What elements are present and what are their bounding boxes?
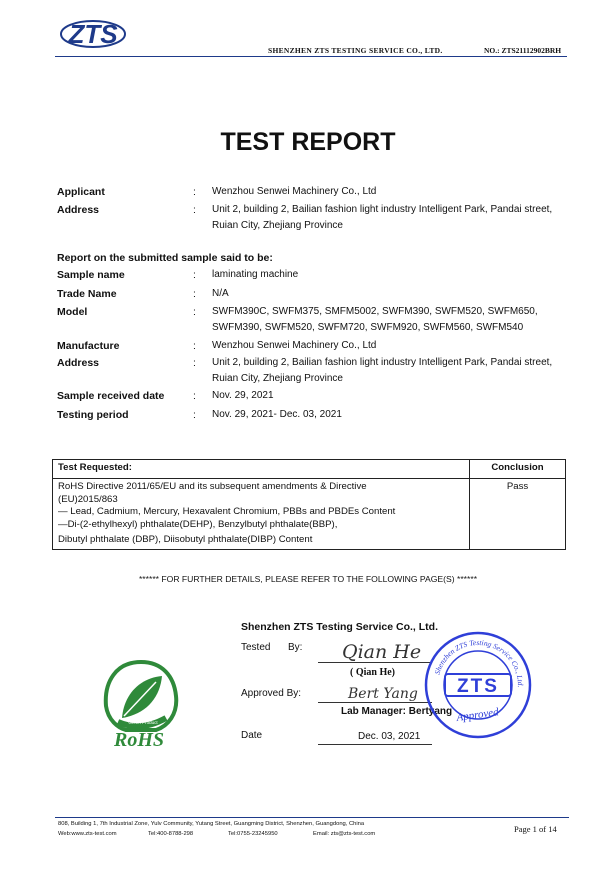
colon: :	[193, 186, 196, 198]
manufacture-address-label: Address	[57, 357, 100, 369]
colon: :	[193, 340, 196, 352]
footer-email[interactable]: Email: zts@zts-test.com	[313, 831, 376, 837]
footer-website[interactable]: Web:www.zts-test.com	[58, 831, 117, 837]
further-details-note: ****** FOR FURTHER DETAILS, PLEASE REFER TO THE FOLLOWING PAGE(S) ******	[138, 574, 478, 584]
approved-label: Approved By:	[241, 688, 302, 699]
manufacture-label: Manufacture	[57, 340, 120, 352]
approved-name: Lab Manager: Bertyang	[341, 706, 453, 717]
applicant-address-line2: Ruian City, Zhejiang Province	[212, 220, 343, 231]
stamp-center-text: ZTS	[457, 676, 499, 697]
requested-line: Dibutyl phthalate (DBP), Diisobutyl phthalate(DIBP) Content	[58, 534, 313, 545]
received-date-label: Sample received date	[57, 390, 165, 402]
requested-line: RoHS Directive 2011/65/EU and its subsequent amendments & Directive	[58, 481, 367, 492]
report-number: NO.: ZTS21112902BRH	[484, 46, 562, 55]
applicant-label: Applicant	[57, 186, 105, 198]
page-title: TEST REPORT	[220, 128, 396, 156]
trade-name-value: N/A	[212, 288, 229, 299]
date-value: Dec. 03, 2021	[358, 731, 421, 742]
signature-company: Shenzhen ZTS Testing Service Co., Ltd.	[241, 621, 438, 633]
footer-tel1: Tel:400-8788-298	[148, 831, 194, 837]
tested-label: Tested	[241, 642, 271, 653]
tested-signature-text: Qian He	[342, 641, 422, 663]
approved-signature-text: Bert Yang	[348, 686, 418, 702]
model-label: Model	[57, 306, 88, 318]
stamp-ring-text: Shenzhen ZTS Testing Service Co., Ltd.	[432, 637, 526, 688]
zts-logo	[58, 14, 128, 58]
col-conclusion: Conclusion	[470, 460, 566, 479]
sample-name-label: Sample name	[57, 269, 125, 281]
conclusion-cell: Pass	[470, 479, 566, 550]
tested-by-label: By:	[288, 642, 303, 653]
colon: :	[193, 269, 196, 281]
applicant-address-label: Address	[57, 204, 100, 216]
trade-name-label: Trade Name	[57, 288, 117, 300]
approved-signature-line	[318, 702, 432, 703]
manufacture-address-line2: Ruian City, Zhejiang Province	[212, 373, 343, 384]
manufacture-value: Wenzhou Senwei Machinery Co., Ltd	[212, 340, 377, 351]
requested-line: —Di-(2-ethylhexyl) phthalate(DEHP), Benzylbutyl phthalate(BBP),	[58, 518, 338, 530]
ribbon-text: Green Product	[128, 720, 158, 725]
manufacture-address-line1: Unit 2, building 2, Bailian fashion light industry Intelligent Park, Pandai street,	[212, 357, 553, 368]
footer-address: 808, Building 1, 7th Industrial Zone, Yulv Community, Yutang Street, Guangming District, Shenzhen, Guangdong, China	[58, 821, 365, 827]
requested-line: — Lead, Cadmium, Mercury, Hexavalent Chromium, PBBs and PBDEs Content	[58, 506, 396, 517]
model-line2: SWFM390, SWFM520, SWFM720, SWFM920, SWFM560, SWFM540	[212, 322, 524, 333]
tested-signature-line	[318, 662, 432, 663]
header-divider	[55, 56, 567, 57]
applicant-value: Wenzhou Senwei Machinery Co., Ltd	[212, 186, 377, 197]
footer-tel2: Tel:0755-23245950	[228, 831, 278, 837]
test-requested-cell	[53, 479, 470, 550]
rohs-text: RoHS	[113, 729, 165, 750]
tested-name: ( Qian He)	[350, 667, 395, 678]
test-requested-table	[52, 459, 566, 550]
sample-name-value: laminating machine	[212, 269, 299, 280]
colon: :	[193, 357, 196, 369]
testing-period-value: Nov. 29, 2021- Dec. 03, 2021	[212, 409, 342, 420]
model-line1: SWFM390C, SWFM375, SMFM5002, SWFM390, SWFM520, SWFM650,	[212, 306, 538, 317]
colon: :	[193, 306, 196, 318]
testing-period-label: Testing period	[57, 409, 129, 421]
stamp-bottom-text: Approved	[455, 706, 500, 724]
requested-line: (EU)2015/863	[58, 493, 118, 505]
col-test-requested: Test Requested:	[53, 460, 470, 479]
colon: :	[193, 409, 196, 421]
received-date-value: Nov. 29, 2021	[212, 390, 274, 401]
applicant-address-line1: Unit 2, building 2, Bailian fashion light industry Intelligent Park, Pandai street,	[212, 204, 553, 215]
colon: :	[193, 288, 196, 300]
approval-stamp	[423, 630, 533, 740]
date-line	[318, 744, 432, 745]
colon: :	[193, 204, 196, 216]
logo-text: ZTS	[68, 19, 118, 49]
footer-divider	[55, 817, 569, 818]
table-row	[53, 479, 566, 550]
header-company: SHENZHEN ZTS TESTING SERVICE CO., LTD.	[268, 46, 443, 55]
table-header-row	[53, 460, 566, 479]
date-label: Date	[241, 730, 263, 741]
page-number: Page 1 of 14	[514, 824, 557, 834]
sample-heading: Report on the submitted sample said to be:	[57, 252, 273, 264]
colon: :	[193, 390, 196, 402]
rohs-logo	[96, 658, 186, 750]
